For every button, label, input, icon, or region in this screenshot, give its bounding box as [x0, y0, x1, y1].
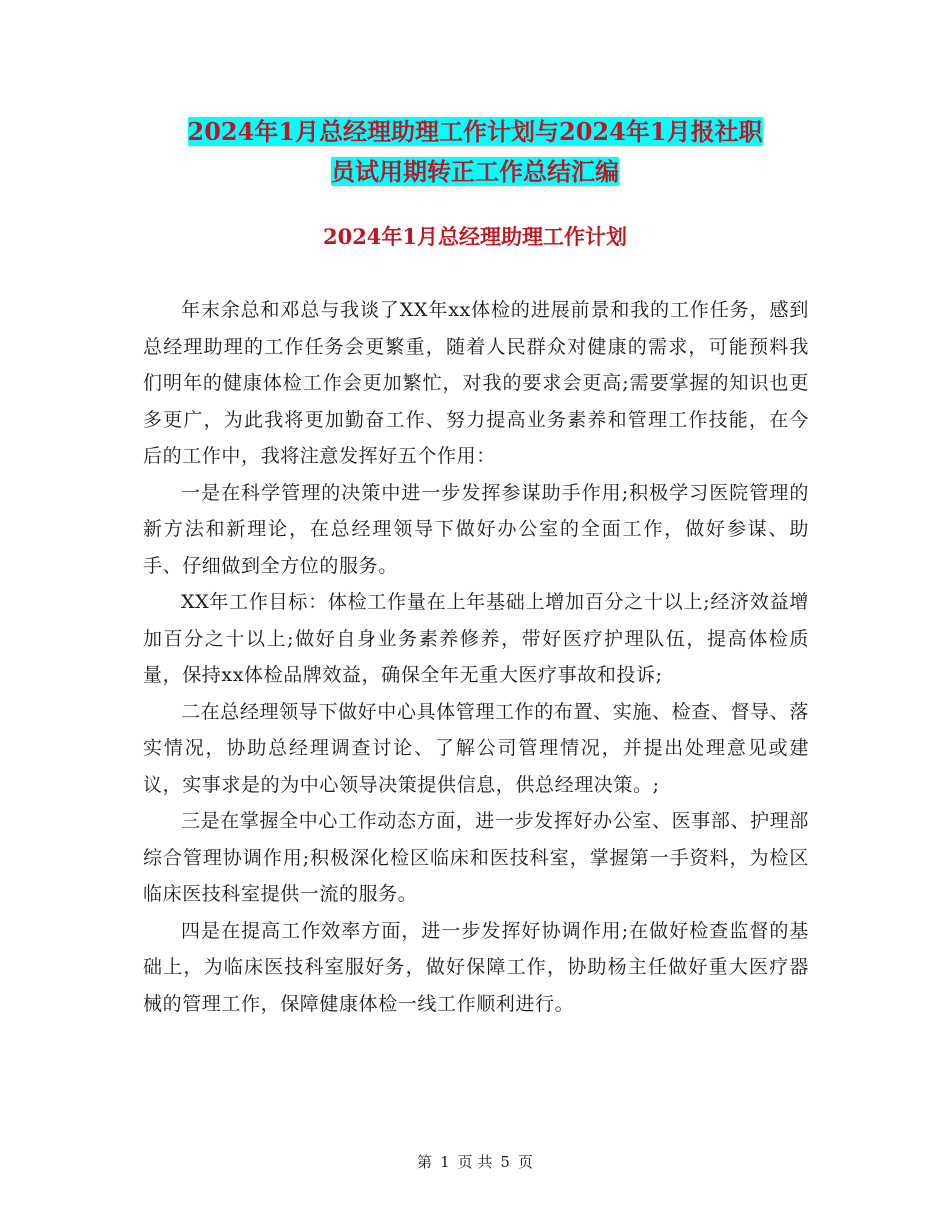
- current-page-number: 1: [440, 1153, 450, 1171]
- paragraph-role-three: 三是在掌握全中心工作动态方面，进一步发挥好办公室、医事部、护理部综合管理协调作用;积极深化检区临床和医技科室，掌握第一手资料，为检区临床医技科室提供一流的服务。: [143, 810, 809, 905]
- page-label-mid: 页 共: [457, 1153, 493, 1171]
- document-title: [140, 112, 810, 192]
- page-label-suffix: 页: [517, 1153, 533, 1171]
- page-label-prefix: 第: [417, 1153, 433, 1171]
- section-title: 2024年1月总经理助理工作计划: [322, 224, 628, 249]
- page-footer: [0, 1152, 950, 1172]
- document-title-line-2: 员试用期转正工作总结汇编: [331, 157, 619, 186]
- document-title-line-1: 2024年1月总经理助理工作计划与2024年1月报社职: [187, 117, 763, 146]
- paragraph-goals: XX年工作目标：体检工作量在上年基础上增加百分之十以上;经济效益增加百分之十以上;做好自身业务素养修养，带好医疗护理队伍，提高体检质量，保持xx体检品牌效益，确保全年无重大医疗事故和投诉;: [143, 591, 809, 686]
- paragraph-role-two: 二在总经理领导下做好中心具体管理工作的布置、实施、检查、督导、落实情况，协助总经理调查讨论、了解公司管理情况，并提出处理意见或建议，实事求是的为中心领导决策提供信息，供总经理决策。;: [143, 700, 809, 796]
- document-body: [143, 292, 809, 1022]
- total-pages-number: 5: [500, 1153, 510, 1171]
- paragraph-role-four: 四是在提高工作效率方面，进一步发挥好协调作用;在做好检查监督的基础上，为临床医技科室服好务，做好保障工作，协助杨主任做好重大医疗器械的管理工作，保障健康体检一线工作顺利进行。: [143, 919, 809, 1015]
- paragraph-role-one: 一是在科学管理的决策中进一步发挥参谋助手作用;积极学习医院管理的新方法和新理论，在总经理领导下做好办公室的全面工作，做好参谋、助手、仔细做到全方位的服务。: [143, 481, 809, 577]
- paragraph-intro: 年末余总和邓总与我谈了XX年xx体检的进展前景和我的工作任务，感到总经理助理的工作任务会更繁重，随着人民群众对健康的需求，可能预料我们明年的健康体检工作会更加繁忙，对我的要求会更高;需要掌握的知识也更多更广，为此我将更加勤奋工作、努力提高业务素养和管理工作技能，在今后的工作中，我将注意发挥好五个作用：: [143, 299, 809, 467]
